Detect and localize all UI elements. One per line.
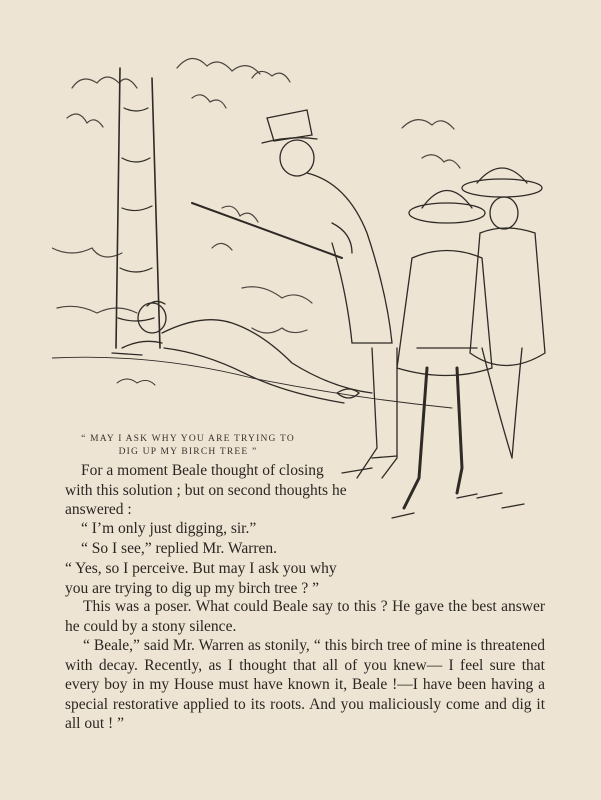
caption-line-1: “ MAY I ASK WHY YOU ARE TRYING TO <box>81 434 295 444</box>
caption-line-2: DIG UP MY BIRCH TREE ” <box>118 447 258 457</box>
ground-line <box>52 357 452 408</box>
paragraph-6: “ Beale,” said Mr. Warren as stonily, “ this birch tree of mine is threatened with decay. Recently, as I thought that all of you knew— I feel sure that every boy in my House must have known it, Beale !—I have been having a special restorative applied to its roots. And you maliciously come and dig it all out ! ” <box>65 637 545 732</box>
paragraph-1: For a moment Beale thought of closing with this solution ; but on second thoughts he answered : <box>65 462 347 518</box>
boy-digging-figure <box>112 301 372 403</box>
paragraph-4: “ Yes, so I perceive. But may I ask you why you are trying to dig up my birch tree ? ” <box>65 560 337 597</box>
paragraph-5: This was a poser. What could Beale say to this ? He gave the best answer he could by a stony silence. <box>65 598 545 635</box>
birch-tree-trunk <box>116 68 160 348</box>
girl-back-view-figure <box>392 191 492 519</box>
illustration-caption <box>78 433 298 459</box>
foliage-sketch <box>52 58 460 333</box>
paragraph-3: “ So I see,” replied Mr. Warren. <box>81 540 278 557</box>
paragraph-2: “ I’m only just digging, sir.” <box>81 520 257 537</box>
artist-signature <box>117 379 155 385</box>
man-with-cane-figure <box>192 110 397 478</box>
girl-side-view-figure <box>462 168 545 508</box>
